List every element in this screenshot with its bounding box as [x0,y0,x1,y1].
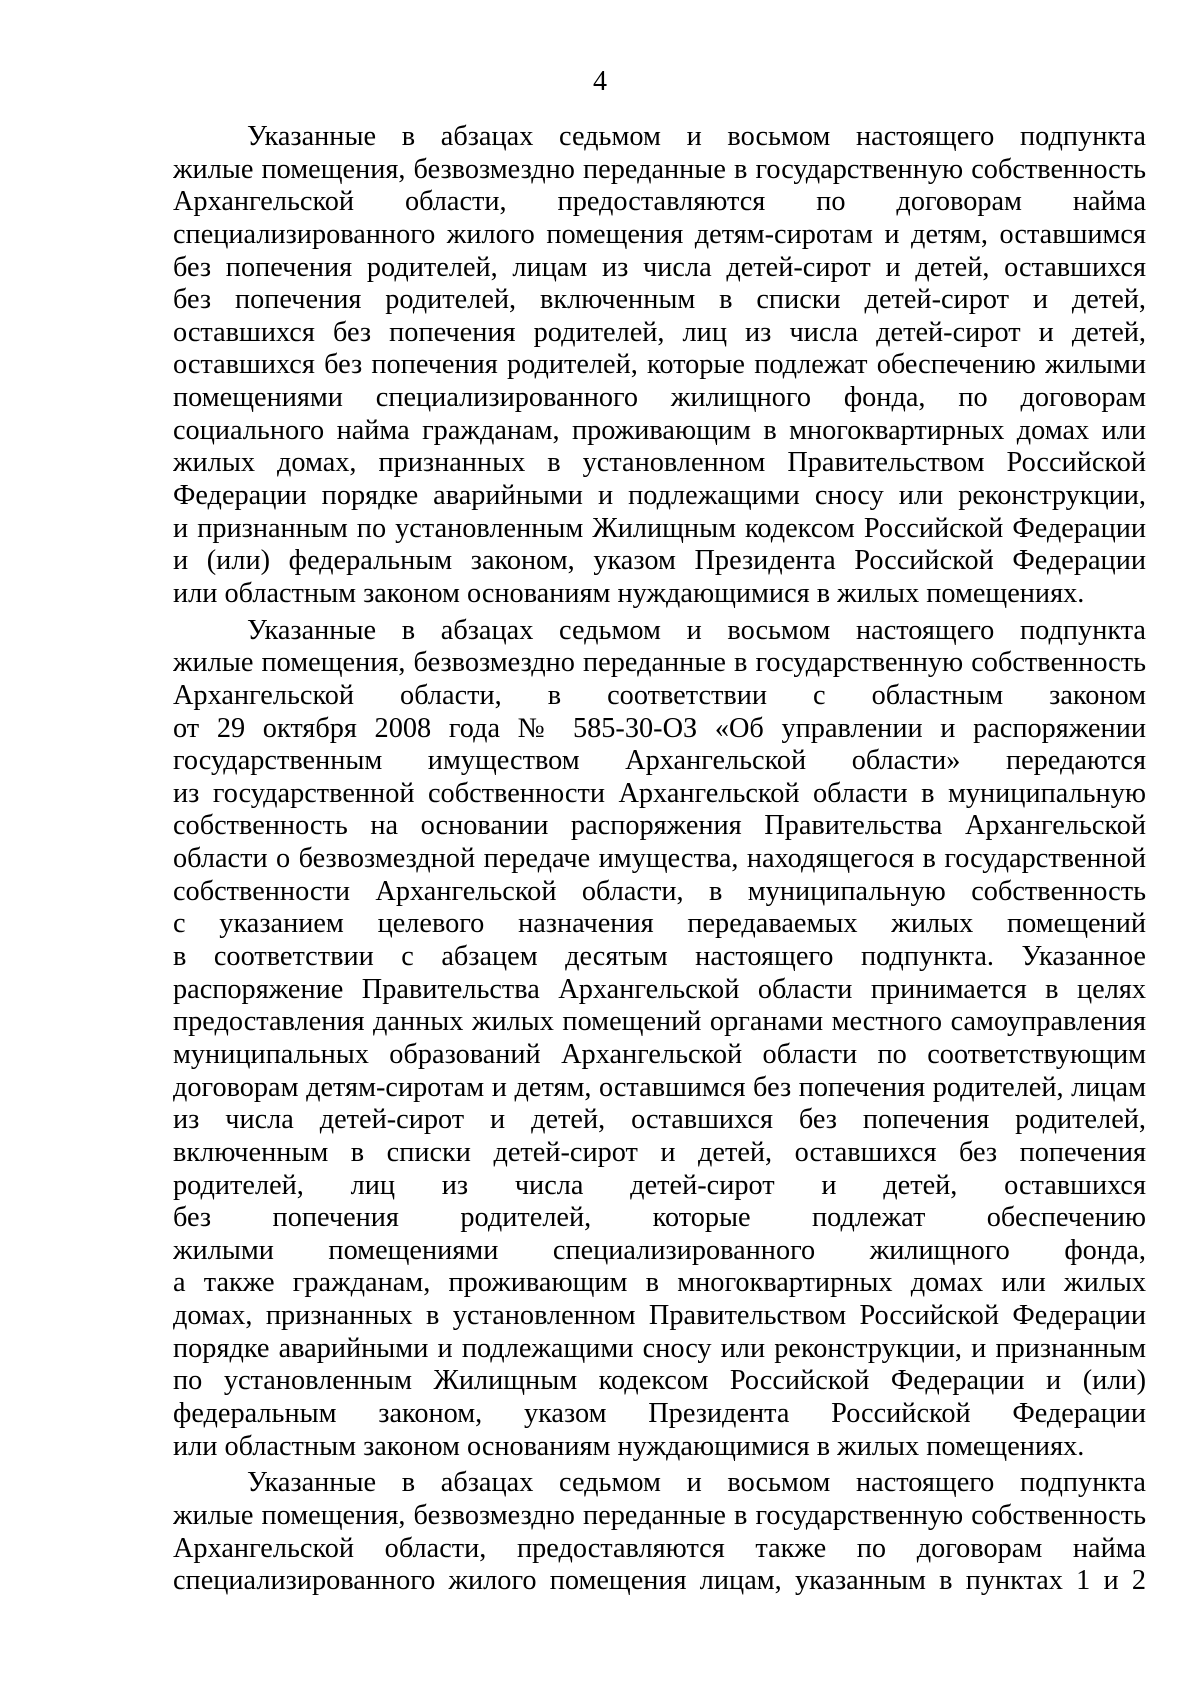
text-line: специализированного жилого помещения детям-сиротам и детям, оставшимся [173,218,1146,250]
text-line: государственным имуществом Архангельской области» передаются [173,745,1146,777]
text-line: Указанные в абзацах седьмом и восьмом настоящего подпункта [247,1467,1146,1499]
text-line: Указанные в абзацах седьмом и восьмом настоящего подпункта [247,614,1146,646]
text-line: социального найма гражданам, проживающим в многоквартирных домах или [173,414,1146,446]
text-line: порядке аварийными и подлежащими сносу или реконструкции, и признанным [173,1332,1146,1364]
text-line: оставшихся без попечения родителей, лиц из числа детей-сирот и детей, [173,316,1146,348]
text-line: специализированного жилого помещения лицам, указанным в пунктах 1 и 2 [173,1565,1146,1597]
text-line: области о безвозмездной передаче имущества, находящегося в государственной [173,843,1146,875]
text-line: помещениями специализированного жилищного фонда, по договорам [173,382,1146,414]
paragraph [173,1467,1146,1598]
paragraph [173,121,1146,611]
text-line: собственность на основании распоряжения Правительства Архангельской [173,810,1146,842]
text-line: от 29 октября 2008 года № 585-30-ОЗ «Об управлении и распоряжении [173,712,1146,744]
text-line: из государственной собственности Архангельской области в муниципальную [173,777,1146,809]
text-line: жилых домах, признанных в установленном Правительством Российской [173,447,1146,479]
text-line: с указанием целевого назначения передаваемых жилых помещений [173,908,1146,940]
text-line: Федерации порядке аварийными и подлежащими сносу или реконструкции, [173,480,1146,512]
text-line: оставшихся без попечения родителей, которые подлежат обеспечению жилыми [173,349,1146,381]
text-line: или областным законом основаниям нуждающимися в жилых помещениях. [173,577,1085,609]
text-line: и (или) федеральным законом, указом Президента Российской Федерации [173,545,1146,577]
text-line: жилыми помещениями специализированного жилищного фонда, [173,1234,1146,1266]
text-line: домах, признанных в установленном Правительством Российской Федерации [173,1300,1146,1332]
text-line: или областным законом основаниям нуждающимися в жилых помещениях. [173,1430,1085,1462]
text-line: Архангельской области, предоставляются также по договорам найма [173,1532,1146,1564]
paragraph [173,615,1146,1464]
text-line: договорам детям-сиротам и детям, оставшимся без попечения родителей, лицам [173,1071,1146,1103]
text-line: по установленным Жилищным кодексом Российской Федерации и (или) [173,1365,1146,1397]
text-line: распоряжение Правительства Архангельской области принимается в целях [173,973,1146,1005]
text-line: из числа детей-сирот и детей, оставшихся без попечения родителей, [173,1104,1146,1136]
text-line: и признанным по установленным Жилищным кодексом Российской Федерации [173,512,1146,544]
text-line: предоставления данных жилых помещений органами местного самоуправления [173,1006,1146,1038]
text-line: без попечения родителей, лицам из числа детей-сирот и детей, оставшихся [173,251,1146,283]
page-number: 4 [593,66,607,97]
text-line: жилые помещения, безвозмездно переданные в государственную собственность [173,153,1146,185]
text-line: собственности Архангельской области, в муниципальную собственность [173,875,1146,907]
text-line: муниципальных образований Архангельской области по соответствующим [173,1038,1146,1070]
text-line: в соответствии с абзацем десятым настоящего подпункта. Указанное [173,941,1146,973]
text-line: Архангельской области, предоставляются по договорам найма [173,186,1146,218]
text-line: без попечения родителей, которые подлежат обеспечению [173,1202,1146,1234]
text-line: жилые помещения, безвозмездно переданные в государственную собственность [173,1499,1146,1531]
text-line: а также гражданам, проживающим в многоквартирных домах или жилых [173,1267,1146,1299]
document-body [173,121,1146,1598]
text-line: родителей, лиц из числа детей-сирот и детей, оставшихся [173,1169,1146,1201]
text-line: федеральным законом, указом Президента Российской Федерации [173,1397,1146,1429]
text-line: жилые помещения, безвозмездно переданные в государственную собственность [173,647,1146,679]
text-line: включенным в списки детей-сирот и детей, оставшихся без попечения [173,1136,1146,1168]
text-line: без попечения родителей, включенным в списки детей-сирот и детей, [173,284,1146,316]
text-line: Архангельской области, в соответствии с областным законом [173,679,1146,711]
text-line: Указанные в абзацах седьмом и восьмом настоящего подпункта [247,121,1146,152]
